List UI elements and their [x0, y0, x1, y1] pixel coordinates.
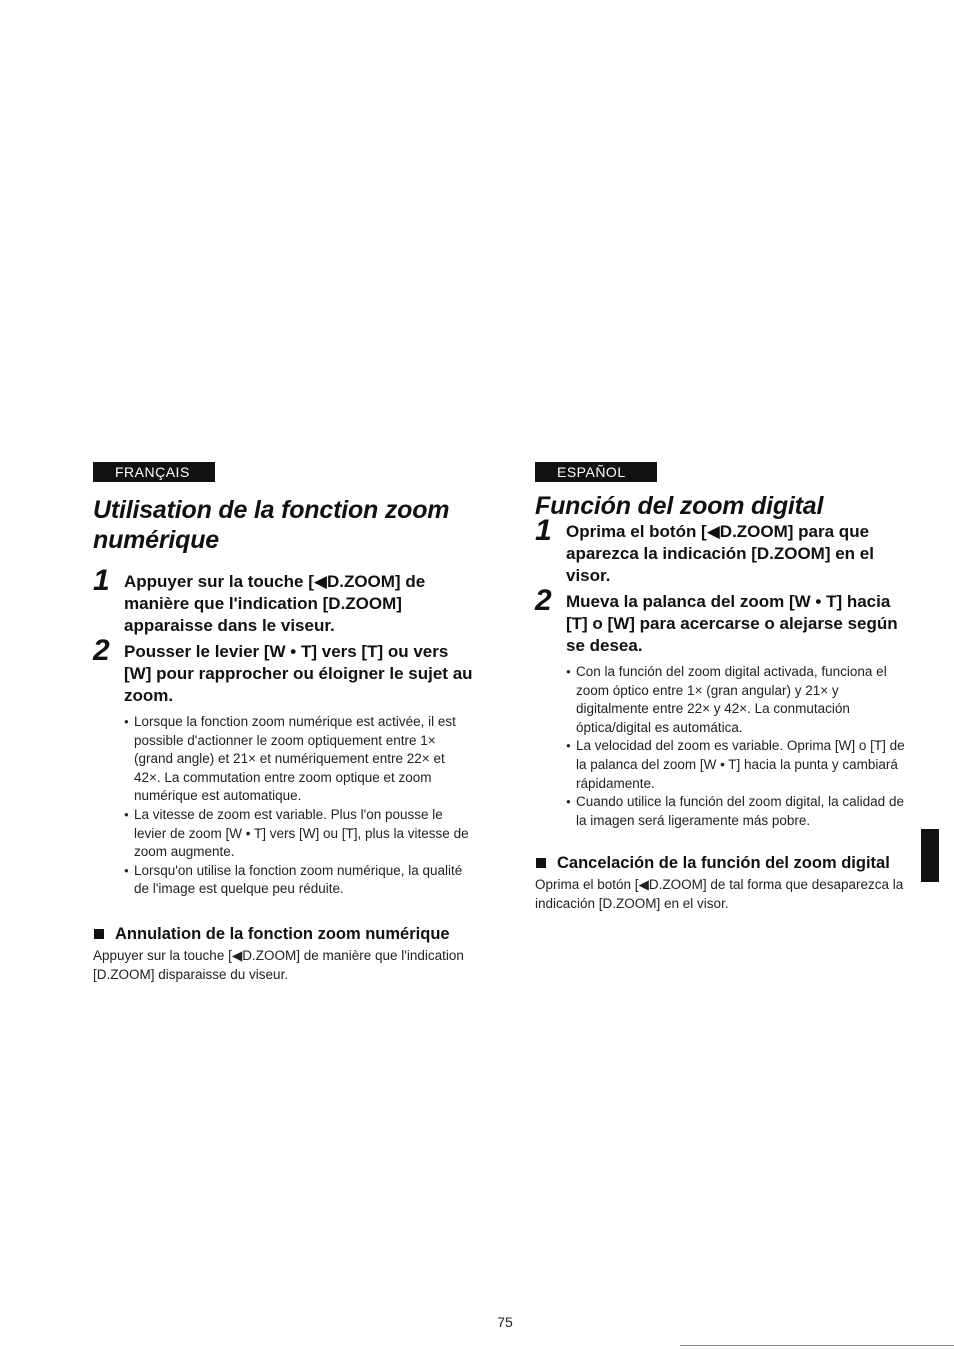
list-item: ● Con la función del zoom digital activada, funciona el zoom óptico entre 1× (gran angular) y 21× y digitalmente entre 22× y 42×. La conmutación óptica/digital es automática.	[566, 663, 915, 737]
page-number: 75	[497, 1314, 513, 1330]
subheading-text: Cancelación de la función del zoom digital	[557, 854, 890, 873]
list-item: ● Lorsqu'on utilise la fonction zoom numérique, la qualité de l'image est quelque peu réduite.	[124, 862, 473, 899]
list-item: ● La vitesse de zoom est variable. Plus l'on pousse le levier de zoom [W • T] vers [W] ou [T], plus la vitesse de zoom augmente.	[124, 806, 473, 862]
step-number: 1	[93, 564, 110, 597]
step-text: Pousser le levier [W • T] vers [T] ou vers [W] pour rapprocher ou éloigner le sujet au zoom.	[124, 642, 473, 705]
square-bullet-icon	[536, 858, 546, 868]
list-item: ● Lorsque la fonction zoom numérique est activée, il est possible d'actionner le zoom optiquement entre 1× (grand angle) et 21× et numériquement entre 22× et 42×. La commutation entre zoom optique et zoom numérique est automatique.	[124, 713, 473, 806]
step-number: 2	[93, 634, 110, 667]
step-number: 2	[535, 584, 552, 617]
subheading-text: Annulation de la fonction zoom numérique	[115, 924, 450, 943]
step-text: Oprima el botón [◀D.ZOOM] para que aparezca la indicación [D.ZOOM] en el visor.	[566, 522, 874, 585]
spanish-subheading	[535, 852, 915, 874]
section-tab-marker	[921, 829, 939, 882]
french-title: Utilisation de la fonction zoom numérique	[93, 496, 450, 554]
french-step-2	[93, 634, 473, 899]
list-item: ● Cuando utilice la función del zoom digital, la calidad de la imagen será ligeramente más pobre.	[566, 793, 915, 830]
bottom-divider	[680, 1345, 954, 1346]
french-column	[93, 462, 473, 984]
french-step-1	[93, 564, 473, 637]
language-tag-french: FRANÇAIS	[93, 462, 215, 482]
spanish-step-1	[535, 514, 915, 587]
spanish-title: Función del zoom digital	[535, 492, 824, 520]
french-notes	[124, 713, 473, 899]
list-item: ● La velocidad del zoom es variable. Oprima [W] o [T] de la palanca del zoom [W • T] hacia la punta y cambiará rápidamente.	[566, 737, 915, 793]
spanish-cancel-text: Oprima el botón [◀D.ZOOM] de tal forma que desaparezca la indicación [D.ZOOM] en el visor.	[535, 877, 904, 912]
step-text: Mueva la palanca del zoom [W • T] hacia [T] o [W] para acercarse o alejarse según se desea.	[566, 592, 898, 655]
french-cancel-text: Appuyer sur la touche [◀D.ZOOM] de manière que l'indication [D.ZOOM] disparaisse du viseur.	[93, 947, 464, 982]
square-bullet-icon	[94, 929, 104, 939]
spanish-notes	[566, 663, 915, 830]
language-tag-spanish: ESPAÑOL	[535, 462, 657, 482]
step-text: Appuyer sur la touche [◀D.ZOOM] de manière que l'indication [D.ZOOM] apparaisse dans le viseur.	[124, 572, 426, 635]
spanish-step-2	[535, 584, 915, 830]
spanish-column	[535, 462, 915, 913]
french-subheading	[93, 923, 473, 945]
step-number: 1	[535, 514, 552, 547]
